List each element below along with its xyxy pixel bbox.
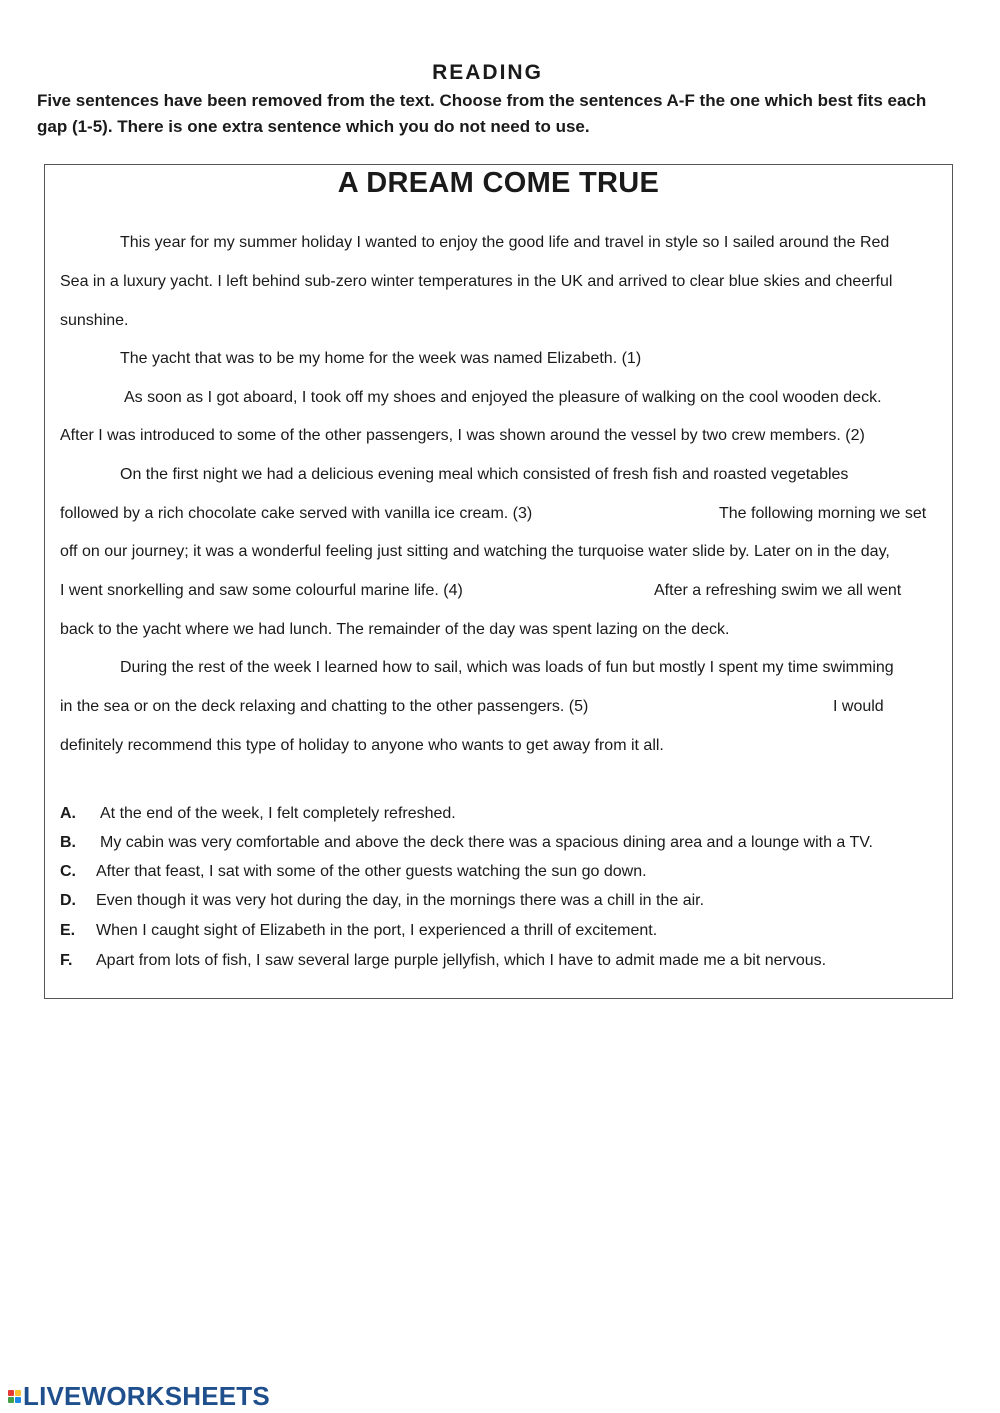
logo-square	[15, 1397, 21, 1403]
logo-square	[8, 1397, 14, 1403]
option-letter: C.	[60, 863, 76, 880]
reading-box	[44, 164, 953, 999]
logo-square	[15, 1390, 21, 1396]
instructions: Five sentences have been removed from the text. Choose from the sentences A-F the one which best fits each gap (1-5). There is one extra sentence which you do not need to use.	[37, 91, 927, 136]
option-letter: A.	[60, 805, 76, 822]
story-line: Sea in a luxury yacht. I left behind sub-zero winter temperatures in the UK and arrived to clear blue skies and cheerful	[60, 273, 893, 290]
story-line: After a refreshing swim we all went	[654, 582, 902, 599]
option-letter: D.	[60, 892, 76, 909]
section-title: READING	[432, 61, 543, 84]
story-line: As soon as I got aboard, I took off my shoes and enjoyed the pleasure of walking on the cool wooden deck.	[124, 389, 882, 406]
story-line: I went snorkelling and saw some colourful marine life. (4)	[60, 582, 463, 599]
option-text: Apart from lots of fish, I saw several large purple jellyfish, which I have to admit made me a bit nervous.	[96, 952, 827, 969]
story-line: definitely recommend this type of holiday to anyone who wants to get away from it all.	[60, 737, 664, 754]
story-line: off on our journey; it was a wonderful feeling just sitting and watching the turquoise water slide by. Later on in the day,	[60, 543, 890, 560]
option-text: My cabin was very comfortable and above the deck there was a spacious dining area and a lounge with a TV.	[100, 834, 873, 851]
story-title: A DREAM COME TRUE	[337, 167, 660, 199]
option-text: At the end of the week, I felt completely refreshed.	[100, 805, 456, 822]
liveworksheets-logo	[8, 1380, 270, 1412]
logo-text: LIVEWORKSHEETS	[23, 1380, 270, 1411]
logo-mark-icon	[8, 1390, 21, 1403]
story-line: During the rest of the week I learned how to sail, which was loads of fun but mostly I spent my time swimming	[120, 659, 894, 676]
option-text: Even though it was very hot during the day, in the mornings there was a chill in the air.	[96, 892, 705, 909]
option-text: After that feast, I sat with some of the other guests watching the sun go down.	[96, 863, 647, 880]
story-line: in the sea or on the deck relaxing and chatting to the other passengers. (5)	[60, 698, 589, 715]
story-line: I would	[833, 698, 884, 715]
option-letter: F.	[60, 952, 73, 969]
story-line: The following morning we set	[719, 505, 927, 522]
story-line: The yacht that was to be my home for the week was named Elizabeth. (1)	[120, 350, 642, 367]
story-line: On the first night we had a delicious evening meal which consisted of fresh fish and roasted vegetables	[120, 466, 849, 483]
story-line: followed by a rich chocolate cake served with vanilla ice cream. (3)	[60, 505, 533, 522]
story-line: sunshine.	[60, 312, 129, 329]
option-letter: B.	[60, 834, 76, 851]
story-line: After I was introduced to some of the other passengers, I was shown around the vessel by two crew members. (2)	[60, 427, 865, 444]
story-line: back to the yacht where we had lunch. The remainder of the day was spent lazing on the deck.	[60, 621, 730, 638]
story-line: This year for my summer holiday I wanted to enjoy the good life and travel in style so I sailed around the Red	[120, 234, 890, 251]
option-letter: E.	[60, 922, 76, 939]
option-text: When I caught sight of Elizabeth in the port, I experienced a thrill of excitement.	[96, 922, 658, 939]
logo-square	[8, 1390, 14, 1396]
